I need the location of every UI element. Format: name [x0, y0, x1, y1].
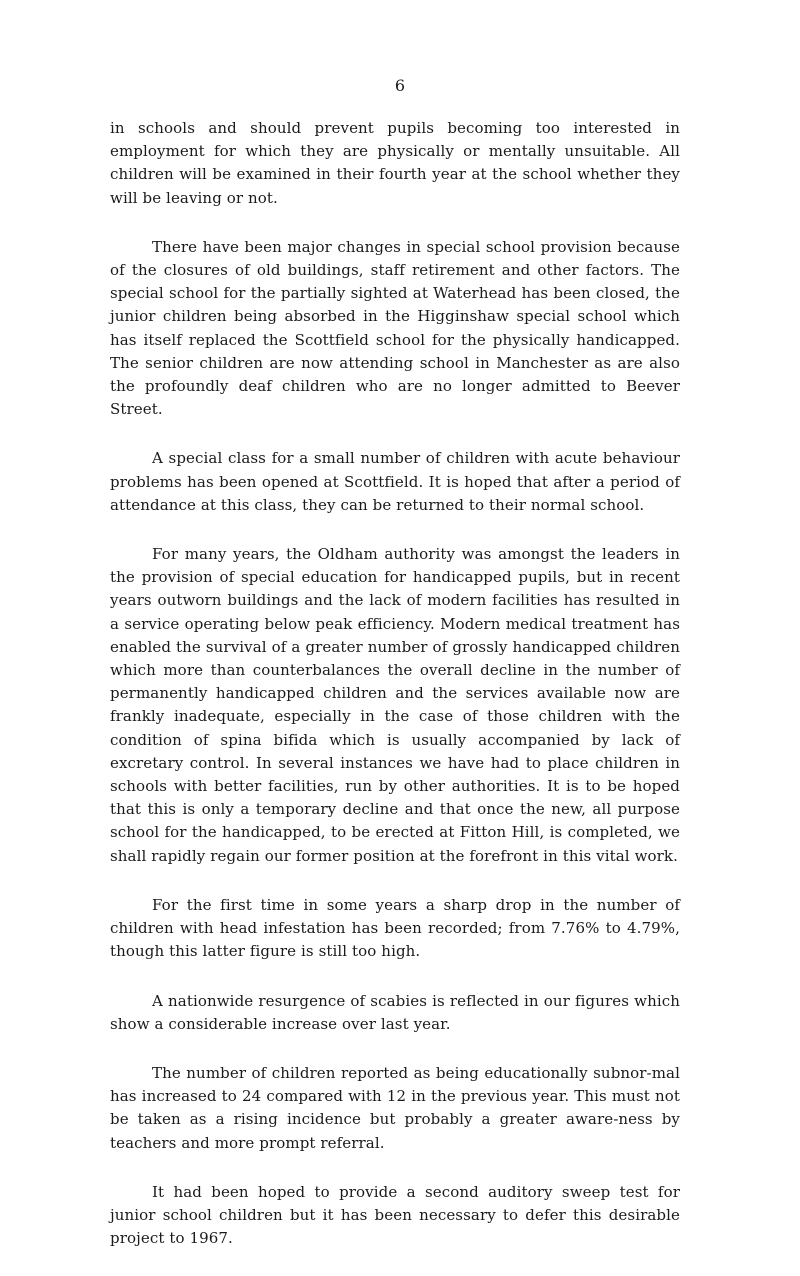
- body-text: [110, 117, 680, 1276]
- paragraph-special-school-changes: There have been major changes in special school provision because of the closures of old buildings, staff retirement and other factors. The special school for the partially sighted at Waterhead has been closed, the junior children being absorbed in the Higginshaw special school which has itself replaced the Scottfield school for the physically handicapped. The senior children are now attending school in Manchester as are also the profoundly deaf children who are no longer admitted to Beever Street.: [110, 237, 680, 419]
- page-number: 6: [394, 76, 406, 95]
- paragraph-behaviour-class: A special class for a small number of children with acute behaviour problems has been opened at Scottfield. It is hoped that after a period of attendance at this class, they can be returned to their normal school.: [110, 449, 680, 514]
- paragraph-educationally-subnormal: The number of children reported as being educationally subnor-mal has increased to 24 compared with 12 in the previous year. This must not be taken as a rising incidence but probably a greater aware-ness by teachers and more prompt referral.: [110, 1063, 680, 1152]
- paragraph-auditory-sweep-test: It had been hoped to provide a second auditory sweep test for junior school children but it has been necessary to defer this desirable project to 1967.: [110, 1182, 680, 1248]
- paragraph-head-infestation: For the first time in some years a sharp drop in the number of children with head infestation has been recorded; from 7.76% to 4.79%, though this latter figure is still too high.: [110, 895, 680, 961]
- paragraph-oldham-provision: For many years, the Oldham authority was amongst the leaders in the provision of special education for handicapped pupils, but in recent years outworn buildings and the lack of modern facilities has resulted in a service operating below peak efficiency. Modern medical treatment has enabled the survival of a greater number of grossly handicapped children which more than counterbalances the overall decline in the number of permanently handicapped children and the services available now are frankly inadequate, especially in the case of those children with the condition of spina bifida which is usually accompanied by lack of excretary control. In several instances we have had to place children in schools with better facilities, run by other authorities. It is to be hoped that this is only a temporary decline and that once the new, all purpose school for the handicapped, to be erected at Fitton Hill, is completed, we shall rapidly regain our former position at the forefront in this vital work.: [110, 545, 680, 865]
- paragraph-employment-examination: in schools and should prevent pupils becoming too interested in employment for which they are physically or mentally unsuitable. All children will be examined in their fourth year at the school whether they will be leaving or not.: [110, 119, 680, 207]
- paragraph-scabies: A nationwide resurgence of scabies is reflected in our figures which show a considerable increase over last year.: [110, 991, 680, 1033]
